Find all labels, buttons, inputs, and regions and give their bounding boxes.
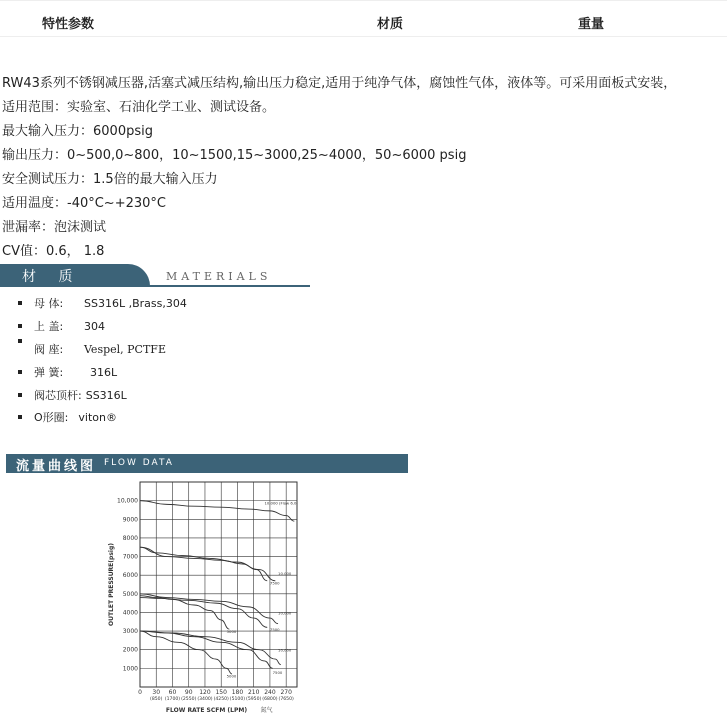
y-tick-label: 7000 — [122, 553, 138, 561]
curve-label: 5000 — [226, 673, 237, 679]
x-tick-label: 0 — [138, 689, 142, 696]
curve-label: 10,000 — [278, 571, 292, 577]
x-tick-lpm-label: (7650) — [278, 697, 294, 702]
x-tick-label: 30 — [152, 689, 161, 696]
x-tick-label: 90 — [184, 689, 193, 696]
x-tick-label: 150 — [215, 689, 227, 696]
spec-safety-test: 安全测试压力：1.5倍的最大输入压力 — [2, 172, 218, 187]
x-tick-label: 60 — [168, 689, 177, 696]
materials-tab — [0, 264, 150, 286]
materials-rule — [0, 285, 310, 287]
materials-banner — [0, 264, 310, 288]
y-tick-label: 1000 — [122, 665, 138, 673]
x-tick-lpm-label: (2550) — [181, 697, 197, 702]
material-item-seat: 阀 座: Vespel, PCTFE — [34, 343, 166, 356]
spec-max-inlet: 最大输入压力：6000psig — [2, 124, 153, 139]
y-tick-label: 6000 — [122, 572, 138, 580]
curve-label: 7500 — [272, 669, 283, 675]
curve-label: 7500 — [269, 580, 280, 586]
x-tick-label: 270 — [280, 689, 292, 696]
y-tick-label: 9000 — [122, 516, 138, 524]
header-weight: 重量 — [578, 17, 605, 32]
y-tick-label: 8000 — [122, 534, 138, 542]
material-item-spring: 弹 簧: 316L — [18, 364, 117, 380]
spec-temperature: 适用温度：-40°C~+230°C — [2, 196, 166, 211]
spec-outlet: 输出压力：0~500,0~800，10~1500,15~3000,25~4000，50~6000 psig — [2, 148, 467, 163]
bullet-icon — [18, 301, 22, 305]
y-tick-label: 3000 — [122, 628, 138, 636]
material-item-oring: O形圈: viton® — [18, 409, 117, 425]
flow-chart — [100, 476, 310, 714]
x-axis-label: FLOW RATE SCFM (LPM) — [165, 707, 248, 714]
material-item-stem: 阀芯顶杆: SS316L — [18, 387, 127, 403]
flow-title: 流量曲线图 — [16, 459, 97, 474]
y-tick-label: 5000 — [122, 590, 138, 598]
x-tick-lpm-label: (850) — [150, 697, 163, 702]
y-tick-label: 2000 — [122, 646, 138, 654]
top-rule — [0, 0, 727, 1]
curve-label: 10,000 (Flow 6.0) — [264, 500, 298, 506]
bullet-icon — [18, 393, 22, 397]
curve-label: 10,000 — [278, 647, 292, 653]
materials-title-en: MATERIALS — [166, 270, 272, 283]
y-axis-label: OUTLET PRESSURE(psig) — [108, 543, 115, 626]
x-tick-lpm-label: (5100) — [229, 697, 246, 702]
x-tick-label: 210 — [247, 689, 260, 696]
x-tick-label: 120 — [199, 689, 211, 696]
header-properties: 特性参数 — [42, 17, 95, 32]
header-rule — [0, 36, 727, 37]
flow-data-banner — [6, 454, 408, 473]
x-tick-label: 180 — [231, 689, 244, 696]
x-axis-label-suffix: 氮气 — [260, 707, 273, 714]
flow-title-en: FLOW DATA — [104, 458, 174, 468]
bullet-icon — [18, 370, 22, 374]
material-item-bonnet: 上 盖: 304 — [18, 318, 105, 334]
y-tick-label: 4000 — [122, 609, 138, 617]
spec-cv: CV值：0.6， 1.8 — [2, 244, 105, 259]
x-tick-label: 240 — [264, 689, 276, 696]
x-tick-lpm-label: (6800) — [262, 697, 278, 702]
spec-scope: 适用范围：实验室、石油化学工业、测试设备。 — [2, 100, 276, 115]
bullet-icon — [18, 324, 22, 328]
curve-label: 5000 — [226, 628, 237, 634]
curve-label: 7500 — [269, 627, 280, 633]
materials-title: 材 质 — [22, 269, 82, 285]
material-item-body: 母 体: SS316L ,Brass,304 — [18, 295, 187, 311]
spec-header-row — [0, 10, 727, 34]
x-tick-lpm-label: (1700) — [164, 697, 181, 702]
x-tick-lpm-label: (5950) — [246, 697, 262, 702]
spec-leak-rate: 泄漏率：泡沫测试 — [2, 220, 107, 235]
curve-label: 10,000 — [278, 610, 292, 616]
header-material: 材质 — [377, 17, 404, 32]
x-tick-lpm-label: (4250) — [213, 697, 229, 702]
description-text: RW43系列不锈钢减压器,活塞式减压结构,输出压力稳定,适用于纯净气体，腐蚀性气体，液体等。可采用面板式安装， — [2, 76, 677, 91]
x-tick-lpm-label: (3400) — [197, 697, 213, 702]
bullet-icon — [18, 415, 22, 419]
y-tick-label: 10,000 — [117, 497, 138, 505]
